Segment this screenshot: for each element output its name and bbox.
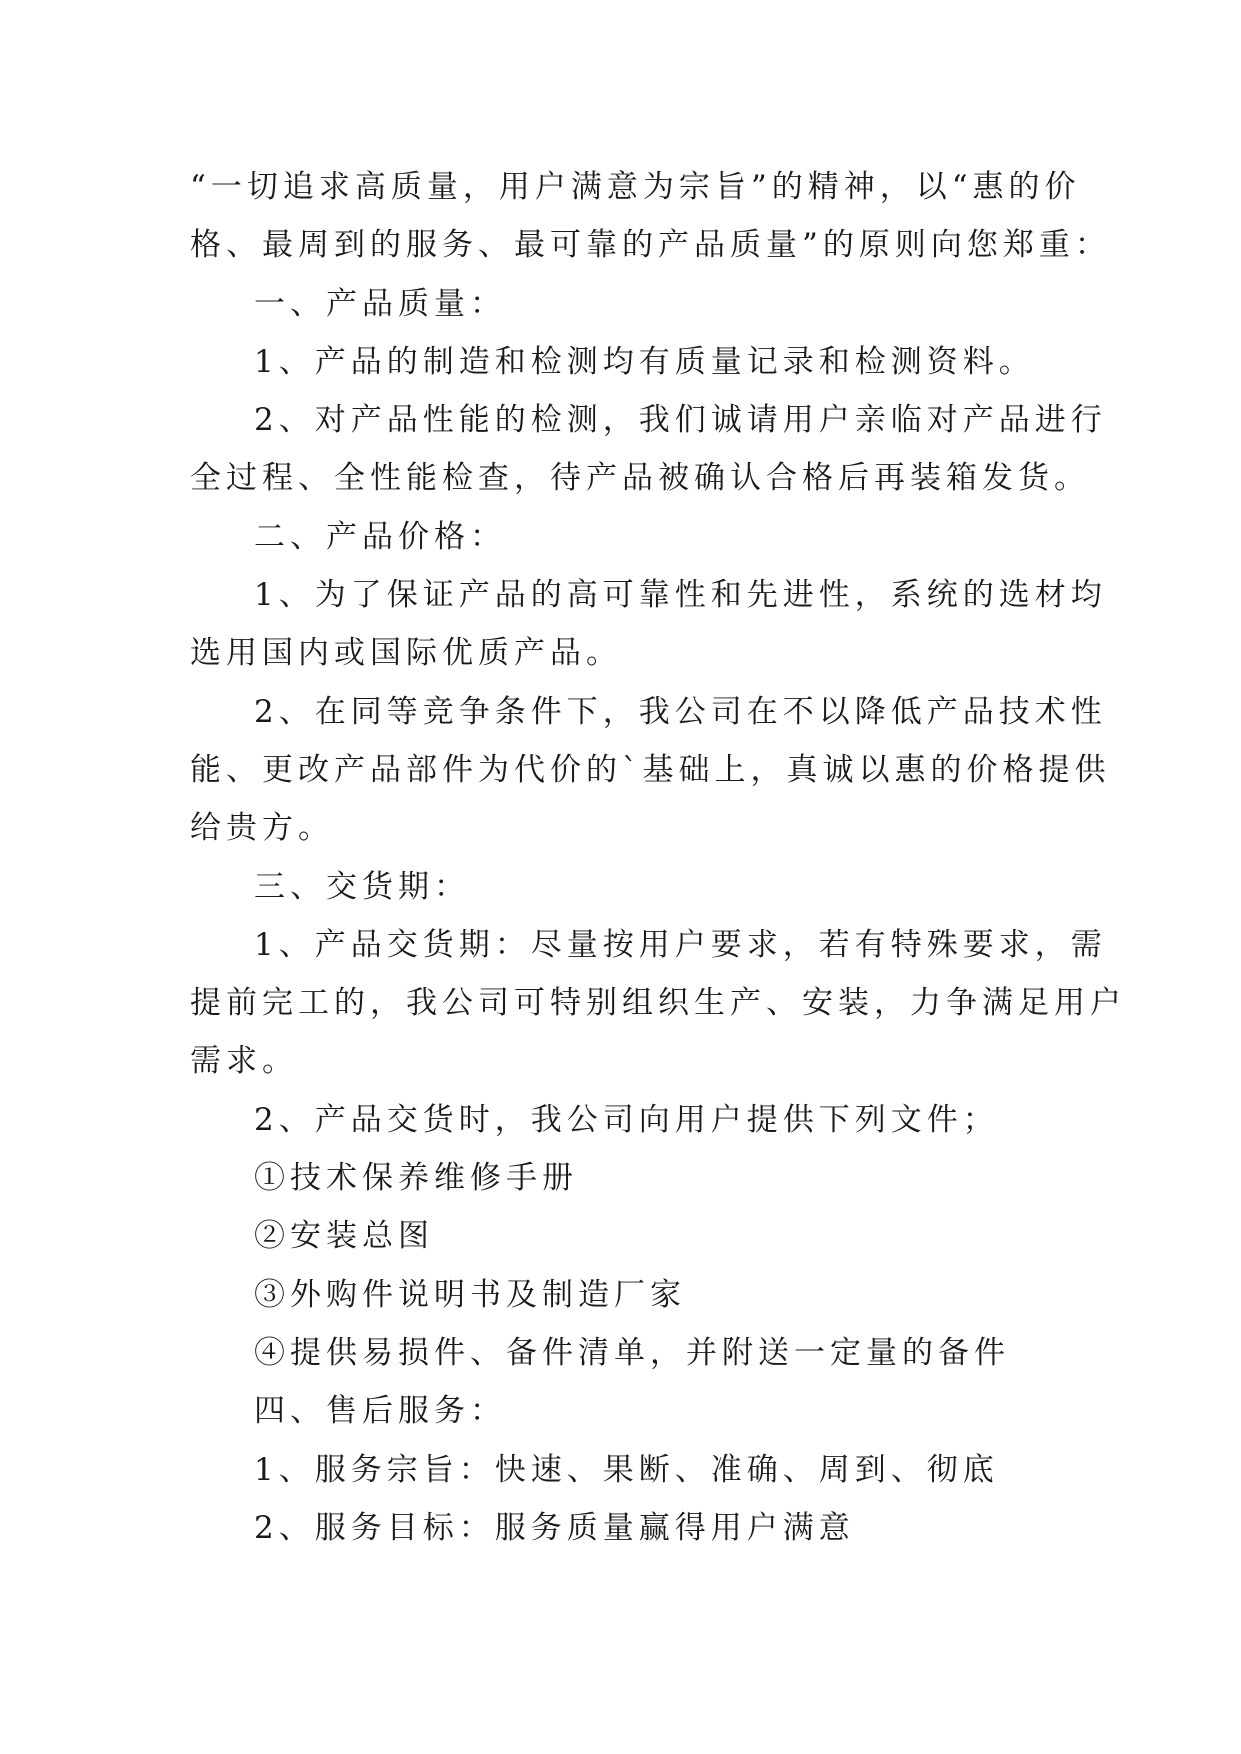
list-item: 2、对产品性能的检测，我们诚请用户亲临对产品进行 [254, 402, 1107, 439]
document-body [190, 158, 1126, 1557]
list-item: ②安装总图 [254, 1218, 434, 1255]
paragraph-line: 提前完工的，我公司可特别组织生产、安装，力争满足用户 [190, 985, 1126, 1022]
paragraph-line: 需求。 [190, 1043, 298, 1080]
paragraph-line: 格、最周到的服务、最可靠的产品质量”的原则向您郑重： [190, 227, 1111, 264]
paragraph-line: “一切追求高质量，用户满意为宗旨”的精神，以“惠的价 [190, 169, 1081, 205]
section-heading-product-price: 二、产品价格： [254, 518, 506, 555]
list-item: 1、产品的制造和检测均有质量记录和检测资料。 [254, 343, 1035, 380]
paragraph-line: 选用国内或国际优质产品。 [190, 635, 622, 672]
list-item: ①技术保养维修手册 [254, 1160, 578, 1197]
list-item: ③外购件说明书及制造厂家 [254, 1276, 686, 1313]
list-item: 1、为了保证产品的高可靠性和先进性，系统的选材均 [254, 577, 1107, 614]
list-item: 2、在同等竞争条件下，我公司在不以降低产品技术性 [254, 693, 1107, 730]
section-heading-delivery: 三、交货期： [254, 868, 470, 905]
list-item: 1、产品交货期：尽量按用户要求，若有特殊要求，需 [254, 926, 1107, 963]
list-item: 2、服务目标：服务质量赢得用户满意 [254, 1509, 855, 1546]
list-item: 2、产品交货时，我公司向用户提供下列文件； [254, 1101, 999, 1138]
section-heading-after-sales: 四、售后服务： [254, 1393, 506, 1430]
paragraph-line: 全过程、全性能检查，待产品被确认合格后再装箱发货。 [190, 460, 1090, 497]
list-item: 1、服务宗旨：快速、果断、准确、周到、彻底 [254, 1451, 999, 1488]
list-item: ④提供易损件、备件清单，并附送一定量的备件 [254, 1334, 1010, 1371]
section-heading-product-quality: 一、产品质量： [254, 285, 506, 322]
paragraph-line: 能、更改产品部件为代价的`基础上，真诚以惠的价格提供 [190, 751, 1111, 788]
paragraph-line: 给贵方。 [190, 810, 334, 847]
